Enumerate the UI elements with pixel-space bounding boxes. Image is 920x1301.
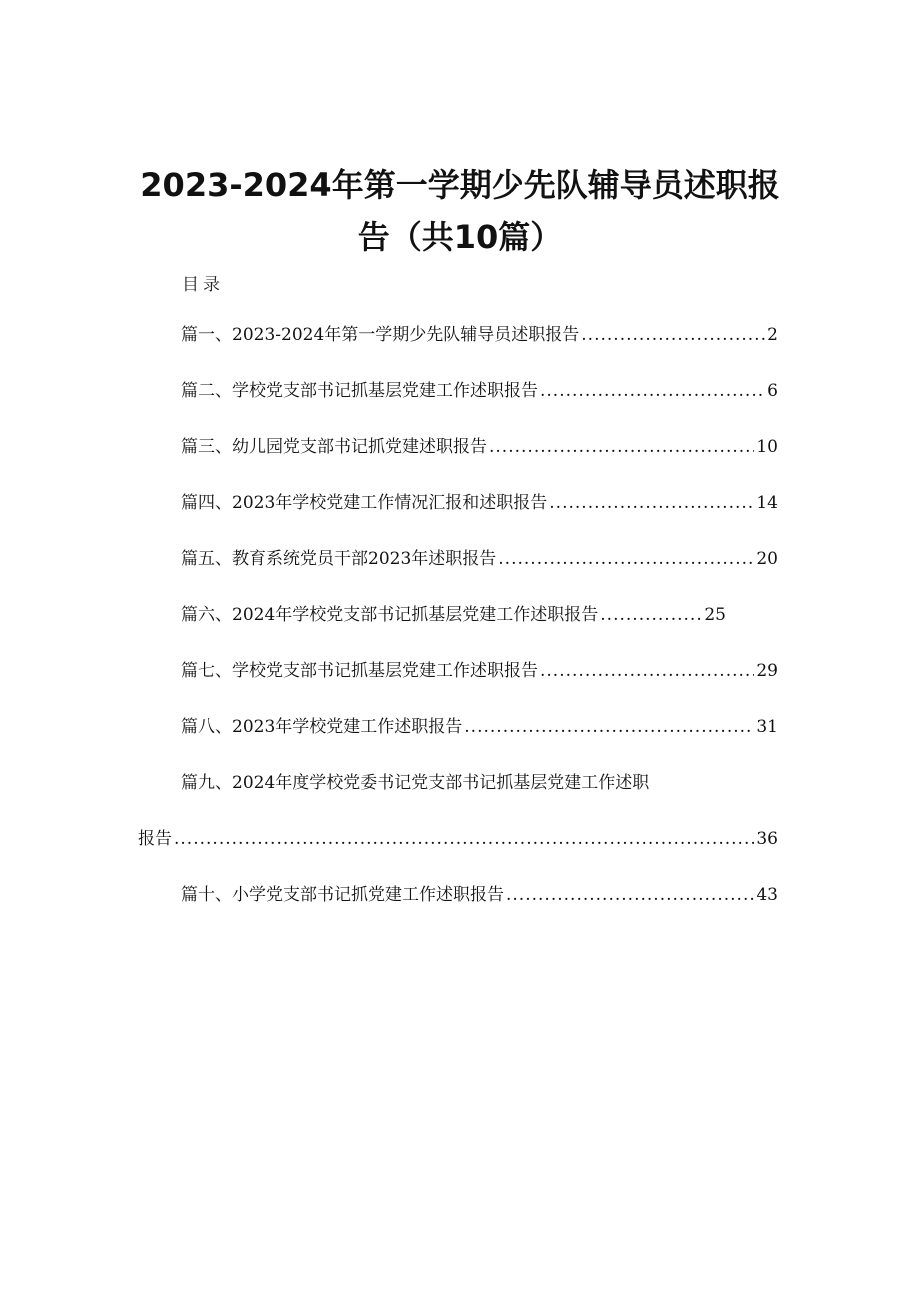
title-line-1: 2023-2024年第一学期少先队辅导员述职报 — [140, 166, 780, 205]
toc-page-number: 20 — [756, 549, 778, 569]
toc-page-number: 25 — [704, 605, 726, 625]
toc-page-number: 43 — [756, 885, 778, 905]
toc-entry-label: 篇五、教育系统党员干部2023年述职报告 — [181, 549, 497, 569]
toc-entry-label: 篇六、2024年学校党支部书记抓基层党建工作述职报告 — [181, 605, 599, 625]
toc-entry-2[interactable] — [181, 379, 778, 403]
toc-page-number: 10 — [756, 437, 778, 457]
toc-leader-dots — [498, 547, 754, 571]
toc-heading: 目录 — [182, 275, 224, 295]
toc-entry-1[interactable] — [181, 323, 778, 347]
toc-entry-7[interactable] — [181, 659, 778, 683]
toc-entry-label: 篇四、2023年学校党建工作情况汇报和述职报告 — [181, 493, 548, 513]
toc-entry-6[interactable] — [181, 603, 726, 627]
toc-entry-label: 篇七、学校党支部书记抓基层党建工作述职报告 — [181, 661, 538, 681]
toc-leader-dots — [581, 323, 765, 347]
document-title — [140, 159, 780, 263]
toc-entry-label: 篇三、幼儿园党支部书记抓党建述职报告 — [181, 437, 487, 457]
toc-entry-label: 篇十、小学党支部书记抓党建工作述职报告 — [181, 885, 504, 905]
toc-page-number: 6 — [767, 381, 778, 401]
toc-leader-dots — [174, 827, 754, 851]
toc-page-number: 2 — [767, 325, 778, 345]
toc-leader-dots — [549, 491, 754, 515]
toc-entry-label: 篇八、2023年学校党建工作述职报告 — [181, 717, 463, 737]
toc-leader-dots — [506, 883, 754, 907]
toc-entry-5[interactable] — [181, 547, 778, 571]
title-line-2: 告（共10篇） — [357, 218, 563, 257]
toc-entry-9-line-1[interactable]: 篇九、2024年度学校党委书记党支部书记抓基层党建工作述职 — [181, 773, 650, 793]
toc-entry-10[interactable] — [181, 883, 778, 907]
toc-entry-9[interactable] — [138, 827, 778, 851]
toc-page-number: 31 — [756, 717, 778, 737]
toc-leader-dots — [464, 715, 754, 739]
toc-page-number: 36 — [756, 829, 778, 849]
toc-leader-dots — [489, 435, 754, 459]
toc-entry-4[interactable] — [181, 491, 778, 515]
toc-entry-label: 篇二、学校党支部书记抓基层党建工作述职报告 — [181, 381, 538, 401]
toc-leader-dots — [540, 659, 754, 683]
toc-leader-dots — [540, 379, 765, 403]
toc-entry-8[interactable] — [181, 715, 778, 739]
toc-entry-label: 报告 — [138, 829, 172, 849]
toc-page-number: 14 — [756, 493, 778, 513]
toc-leader-dots — [600, 603, 702, 627]
toc-entry-3[interactable] — [181, 435, 778, 459]
toc-entry-label: 篇一、2023-2024年第一学期少先队辅导员述职报告 — [181, 325, 580, 345]
toc-page-number: 29 — [756, 661, 778, 681]
